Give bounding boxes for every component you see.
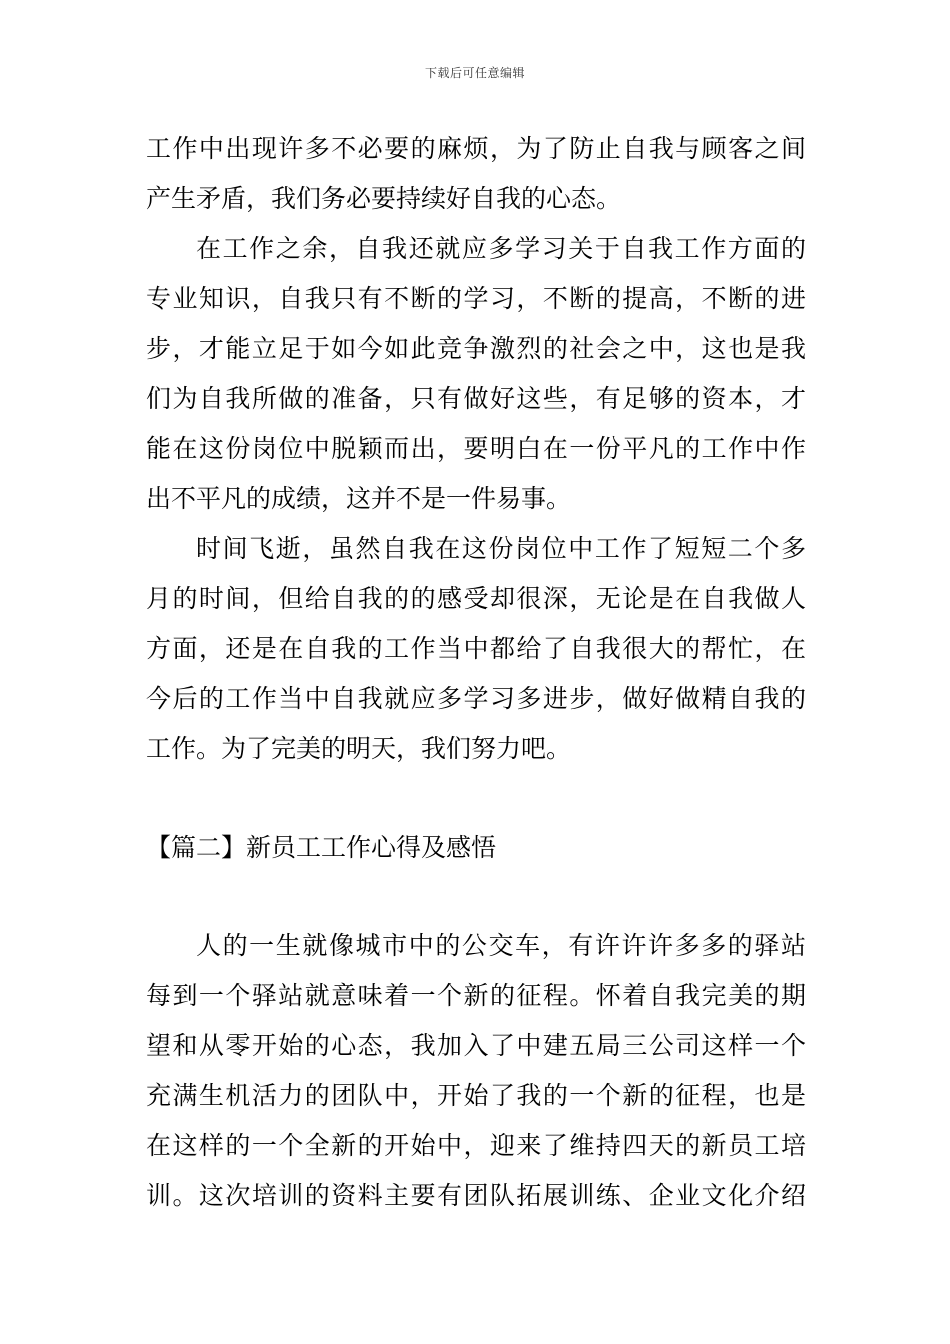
text-line: 在工作之余，自我还就应多学习关于自我工作方面的 xyxy=(196,234,806,263)
text-line: 时间飞逝，虽然自我在这份岗位中工作了短短二个多 xyxy=(196,534,806,563)
paragraph xyxy=(146,124,806,224)
paragraph xyxy=(146,524,806,774)
text-line: 产生矛盾，我们务必要持续好自我的心态。 xyxy=(146,184,622,213)
text-line: 能在这份岗位中脱颖而出，要明白在一份平凡的工作中作 xyxy=(146,434,806,463)
paragraph xyxy=(146,224,806,524)
text-line: 人的一生就像城市中的公交车，有许许许多多的驿站 xyxy=(196,931,806,960)
body-text-part-2 xyxy=(146,921,806,1221)
text-line: 工作。为了完美的明天，我们努力吧。 xyxy=(146,734,572,763)
page-header-note: 下载后可任意编辑 xyxy=(424,66,525,80)
text-line: 专业知识，自我只有不断的学习，不断的提高，不断的进 xyxy=(146,284,806,313)
text-line: 望和从零开始的心态，我加入了中建五局三公司这样一个 xyxy=(146,1031,806,1060)
text-line: 充满生机活力的团队中，开始了我的一个新的征程，也是 xyxy=(146,1081,806,1110)
text-line: 在这样的一个全新的开始中，迎来了维持四天的新员工培 xyxy=(146,1131,806,1160)
text-line: 们为自我所做的准备，只有做好这些，有足够的资本，才 xyxy=(146,384,806,413)
text-line: 工作中出现许多不必要的麻烦，为了防止自我与顾客之间 xyxy=(146,134,806,163)
text-line: 训。这次培训的资料主要有团队拓展训练、企业文化介绍 xyxy=(146,1181,806,1210)
text-line: 月的时间，但给自我的的感受却很深，无论是在自我做人 xyxy=(146,584,806,613)
section-heading: 【篇二】新员工工作心得及感悟 xyxy=(146,833,497,862)
text-line: 每到一个驿站就意味着一个新的征程。怀着自我完美的期 xyxy=(146,981,806,1010)
text-line: 出不平凡的成绩，这并不是一件易事。 xyxy=(146,484,572,513)
text-line: 方面，还是在自我的工作当中都给了自我很大的帮忙，在 xyxy=(146,634,806,663)
text-line: 步，才能立足于如今如此竞争激烈的社会之中，这也是我 xyxy=(146,334,806,363)
body-text-part-1 xyxy=(146,124,806,774)
paragraph xyxy=(146,921,806,1221)
text-line: 今后的工作当中自我就应多学习多进步，做好做精自我的 xyxy=(146,684,806,713)
